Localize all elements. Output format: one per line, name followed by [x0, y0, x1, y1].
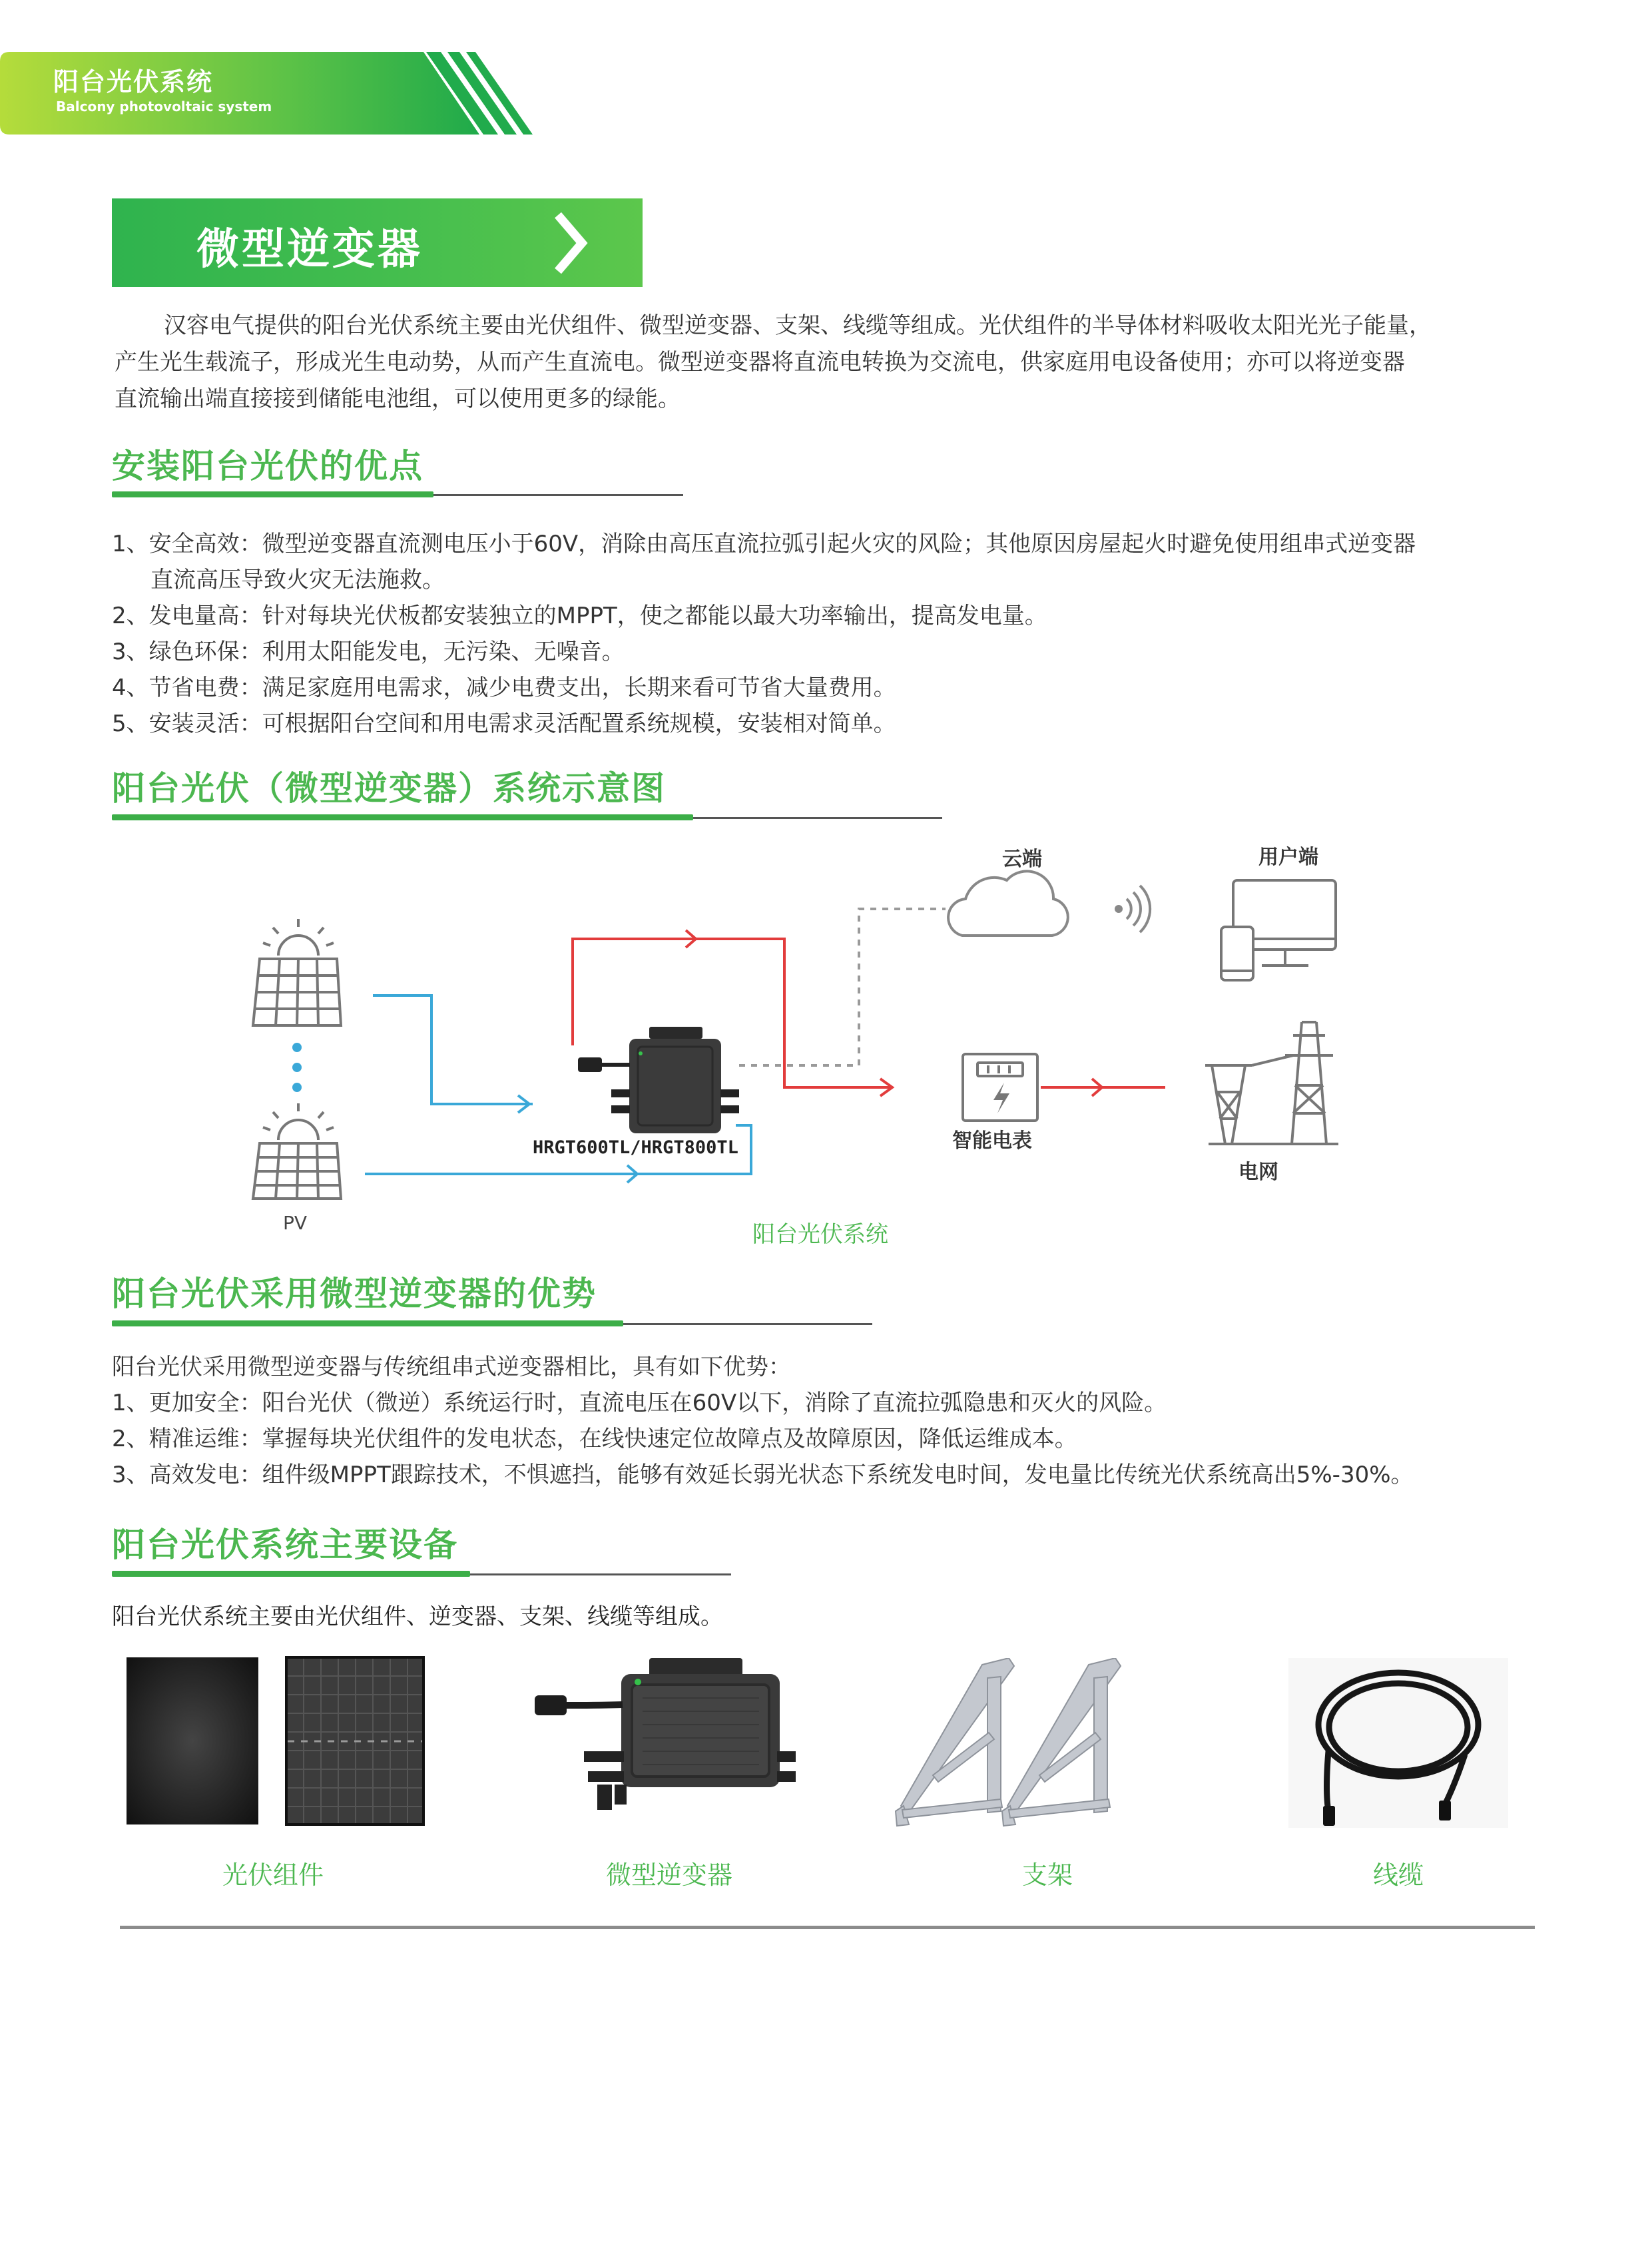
equipment-intro: 阳台光伏系统主要由光伏组件、逆变器、支架、线缆等组成。: [112, 1603, 723, 1630]
list-item: 直流高压导致火灾无法施救。: [150, 567, 445, 593]
mounting-bracket-icon: [889, 1658, 1192, 1828]
intro-line: 汉容电气提供的阳台光伏系统主要由光伏组件、微型逆变器、支架、线缆等组成。光伏组件的半导体材料吸收太阳光光子能量，: [164, 312, 1432, 339]
equipment-label: 光伏组件: [222, 1860, 324, 1890]
list-item: 4、节省电费：满足家庭用电需求，减少电费支出，长期来看可节省大量费用。: [112, 675, 896, 701]
inverter-model-label: HRGT600TL/HRGT800TL: [533, 1137, 738, 1158]
equipment-title: 阳台光伏系统主要设备: [112, 1526, 458, 1564]
banner-title: 阳台光伏系统: [53, 67, 214, 97]
list-item: 5、安装灵活：可根据阳台空间和用电需求灵活配置系统规模，安装相对简单。: [112, 710, 896, 737]
chevron-right-icon: [546, 210, 599, 276]
advantages-list: [112, 526, 1577, 742]
list-item: 1、更加安全：阳台光伏（微逆）系统运行时，直流电压在60V以下，消除了直流拉弧隐患和灭火的风险。: [112, 1390, 1167, 1416]
cable-icon: [1288, 1658, 1508, 1828]
solar-panel-icon: [125, 1656, 425, 1826]
cloud-icon: [948, 871, 1068, 936]
data-line: [739, 909, 946, 1065]
divider-accent: [112, 814, 693, 820]
divider-accent: [112, 1571, 470, 1577]
footer-divider: [120, 1926, 1535, 1929]
smart-meter-icon: [963, 1054, 1037, 1121]
user-label: 用户端: [1258, 846, 1318, 869]
intro-paragraph: [115, 308, 1546, 418]
diagram-title: 阳台光伏（微型逆变器）系统示意图: [112, 769, 666, 808]
micro-inverter-advantages-list: [112, 1349, 1577, 1493]
pv-label: PV: [283, 1212, 308, 1234]
micro-inverter-icon: [529, 1658, 796, 1818]
equipment-label: 微型逆变器: [605, 1860, 732, 1890]
list-item: 3、绿色环保：利用太阳能发电，无污染、无噪音。: [112, 639, 625, 665]
system-caption: 阳台光伏系统: [752, 1221, 888, 1248]
equipment-label: 支架: [1021, 1860, 1073, 1890]
grid-label: 电网: [1239, 1161, 1278, 1184]
solar-panel-icon: [253, 1103, 341, 1199]
list-item: 2、精准运维：掌握每块光伏组件的发电状态，在线快速定位故障点及故障原因，降低运维成本。: [112, 1426, 1077, 1452]
divider-accent: [112, 1320, 623, 1326]
power-grid-icon: [1205, 1022, 1338, 1144]
divider-accent: [112, 491, 433, 497]
micro-inverter-advantages-title: 阳台光伏采用微型逆变器的优势: [112, 1274, 597, 1313]
meter-label: 智能电表: [952, 1129, 1032, 1153]
cloud-label: 云端: [1002, 848, 1042, 871]
list-item: 3、高效发电：组件级MPPT跟踪技术，不惧遮挡，能够有效延长弱光状态下系统发电时间，发电量比传统光伏系统高出5%-30%。: [112, 1462, 1414, 1488]
wireless-signal-icon: [1116, 886, 1150, 932]
intro-line: 直流输出端直接接到储能电池组，可以使用更多的绿能。: [115, 386, 681, 412]
list-item: 阳台光伏采用微型逆变器与传统组串式逆变器相比，具有如下优势：: [112, 1354, 791, 1380]
micro-inverter-icon: [578, 1027, 739, 1133]
system-diagram: [0, 832, 1652, 1259]
solar-panel-icon: [253, 919, 341, 1025]
section-title: 微型逆变器: [196, 225, 423, 274]
advantages-title: 安装阳台光伏的优点: [112, 447, 423, 485]
banner-subtitle: Balcony photovoltaic system: [56, 99, 272, 115]
equipment-label: 线缆: [1372, 1860, 1424, 1890]
list-item: 2、发电量高：针对每块光伏板都安装独立的MPPT，使之都能以最大功率输出，提高发电量。: [112, 603, 1047, 629]
computer-phone-icon: [1221, 880, 1336, 980]
intro-line: 产生光生载流子，形成光生电动势，从而产生直流电。微型逆变器将直流电转换为交流电，供家庭用电设备使用；亦可以将逆变器: [115, 349, 1405, 376]
list-item: 1、安全高效：微型逆变器直流测电压小于60V，消除由高压直流拉弧引起火灾的风险；其他原因房屋起火时避免使用组串式逆变器: [112, 531, 1416, 557]
